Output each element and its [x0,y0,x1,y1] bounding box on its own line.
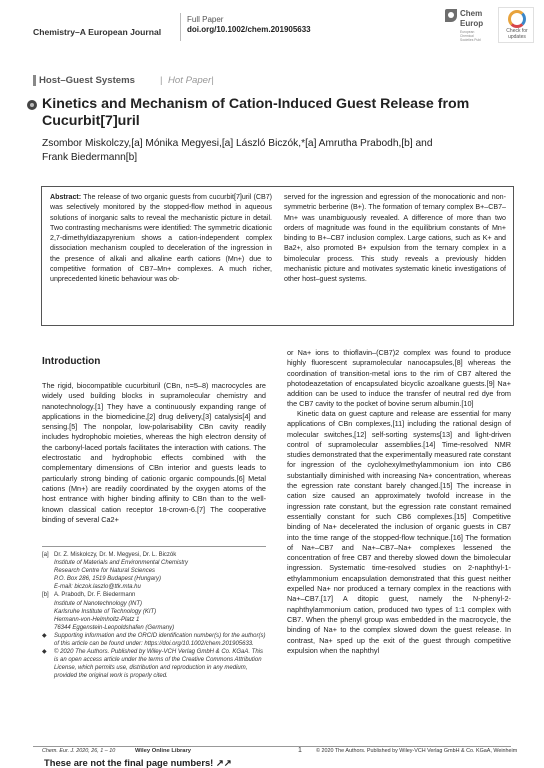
header-divider [180,13,181,41]
affiliation-divider [42,546,266,547]
affiliation-b-names: A. Prabodh, Dr. F. Biedermann [54,592,136,599]
license-note: © 2020 The Authors. Published by Wiley-VCH Verlag GmbH & Co. KGaA. This is an open access article under the terms of the Creative Commons Attribution License, which permits use, distribution and reproduction in any medium, provided the original work is properly cited. [54,649,264,680]
abstract-column-2: served for the ingression and egression of the monocationic and non-symmetric berberine (B+). The formation of ternary complex B+–CB7–Mn+ was unambiguously revealed. A difference of more than two orders of magnitude was found in the equilibrium constants of Mn+ binding to B+–CB7 inclusion complex. Large cations, such as K+ and Ba2+, also promoted B+ expulsion from the ternary complex in a bimolecular process. This study reveals a previously hidden mechanistic picture and motivates systematic kinetic investigations of other host–guest systems. [284,193,506,284]
logo-sub3: Societies Publ [460,38,481,42]
abstract-label: Abstract: [50,193,82,201]
intro-right-paragraph-1: or Na+ ions to thioflavin–(CB7)2 complex was found to produce highly fluorescent supramolecular nanocapsules,[8] whereas the coordination of transition-metal ions to the rim of CB7 altered the photodeazetation of encapsulated bicyclic azoalkane guests.[9] Na+ addition can be used to induce the transfer of neutral red dye from the CB7 cavity to the pocket of bovine serum albumin.[10] [287,348,511,409]
citation-reference: Chem. Eur. J. 2020, 26, 1 – 10 [42,748,116,754]
supporting-info-link[interactable]: Supporting information and the ORCID identification number(s) for the author(s) of this article can be found under: https://doi.org/10.1002/chem.201905633. [54,632,266,648]
intro-left-column: The rigid, biocompatible cucurbituril (CBn, n=5–8) macrocycles are widely used building blocks in supramolecular chemistry and nanotechnology.[1] They have a continuously expanding range of applications in the biomedicine,[2] drug delivery,[3] catalysis[4] and sensing.[5] The nonpolar, low-polarisability CBn cavity readily includes hydrophobic moieties, whereas the high electron density of the carbonyl-laced portals facilitates the interaction with cations. The electrostatic and hydrophobic effects combined with the complementary dimensions of CBn interior and guests leads to particularly strong binding of cationic organic compounds.[6] Metal cations (Mn+) are readily coordinated by the oxygen atoms of the host entrance with higher binding affinity to CBn than to the well-known classical cation receptor 18-crown-6.[7] The cooperative binding of several Ca2+ [42,381,266,524]
authors-line-2: Frank Biedermann[b] [42,152,138,163]
open-access-icon: ◆ [42,649,47,656]
article-title: Kinetics and Mechanism of Cation-Induced Guest Release from Cucurbit[7]uril [42,96,470,129]
topic-separator: | [160,75,163,86]
check-for-updates-label: Check for updates [506,28,528,40]
hot-paper-label: Hot Paper| [168,75,214,86]
wiley-online-library-link[interactable]: Wiley Online Library [135,748,191,754]
intro-right-paragraph-2: Kinetic data on guest capture and release are essential for many applications of CBn complexes,[11] including the rational design of molecular switches,[12] self-sorting systems[13] and light-driven control of supramolecular assemblies.[14] Time-resolved NMR studies demonstrated that the experimentally measured rate constant for ingression of the cyclohexylmethylammonium ion into CB6 substantially diminished with increasing Na+ concentration, whereas the egression rate constant barely changed.[15] The increase in cation size caused an approximately twofold increase in the ingression rate constant, but the egression rate constant remained essentially constant for such CB6 complexes.[15] Competitive binding of Na+ decelerated the inclusion of organic guests in CB7 into the time range of the stopped-flow technique.[16] The formation of Na+–CB7 and Na+–CB7–Na+ complexes lessened the concentration of free CB7 and thereby slowed down the bimolecular ingression. Systematic time-resolved studies on 2-naphthyl-1-ethylammonium encapsulation demonstrated that this guest neither expelled Na+ nor produced a ternary complex in the reactions with Na+–CB7.[17] A ditopic guest, namely the N-phenyl-2-naphthylammonium cation, produced two types of 1:1 complex with CB7. When the phenyl group was embedded in the macrocycle, the binding of Na+ to the complex slowed down the guest release. In contrast, Na+ sped up the exit of the guest through competitive expulsion when the naphthyl [287,409,511,655]
affiliations: [a] Dr. Z. Miskolczy, Dr. M. Megyesi, Dr. L. Biczók Institute of Materials and Environmental Chemistry Research Centre for Natural Sciences P.O. Box 286, 1519 Budapest (Hungary) E-mail: biczok.laszlo@ttk.mta.hu [b] A. Prabodh, Dr. F. Biedermann Institute of Nanotechnology (INT) Karlsruhe Institute of Technology (KIT) Hermann-von-Helmholtz-Platz 1 76344 Eggenstein-Leopoldshafen (Germany) ◆ Supporting information and the ORCID identification number(s) for the author(s) of this article can be found under: https://doi.org/10.1002/chem.201905633. ◆ © 2020 The Authors. Published by Wiley-VCH Verlag GmbH & Co. KGaA. This is an open access article under the terms of the Creative Commons Attribution License, which permits use, distribution and reproduction in any medium, provided the original work is properly cited. [42,552,266,680]
section-heading: Introduction [42,356,101,367]
authors-line-1: Zsombor Miskolczy,[a] Mónika Megyesi,[a] László Biczók,*[a] Amrutha Prabodh,[b] and [42,138,433,149]
topic-bar [33,75,36,86]
logo-line2: Europ [460,19,484,28]
logo-line1: Chem [460,9,483,18]
topic-label: Host–Guest Systems [39,75,135,86]
doi-link[interactable]: doi.org/10.1002/chem.201905633 [187,25,311,34]
final-page-note: These are not the final page numbers! ↗↗ [44,757,232,768]
logo-sub1: European [460,30,475,34]
abstract-column-1 [50,192,272,285]
check-for-updates-button[interactable] [498,7,534,43]
author-email-link[interactable]: E-mail: biczok.laszlo@ttk.mta.hu [54,584,141,591]
page-number: 1 [298,747,302,754]
paper-type: Full Paper [187,15,224,24]
supporting-info-icon: ◆ [42,632,47,639]
crossmark-icon [508,10,526,28]
footer-copyright: © 2020 The Authors. Published by Wiley-VCH Verlag GmbH & Co. KGaA, Weinheim [316,748,518,754]
abstract-text-1: The release of two organic guests from cucurbit[7]uril (CB7) was selectively monitored by the stopped-flow method in aqueous solutions of inorganic salts to reveal the mechanistic picture in detail. Two contrasting mechanisms were identified: The symmetric dicationic 2,7-dimethyldiazapyrenium shows a cation-independent complex dissociation mechanism coupled to deceleration of the ingression in the presence of alkali and alkaline earth cations (Mn+) due to competitive formation of CB7–Mn+ complexes. A much richer, unprecedented kinetic behaviour was ob- [50,193,273,284]
logo-sub2: Chemical [460,34,474,38]
affiliation-a-names: Dr. Z. Miskolczy, Dr. M. Megyesi, Dr. L. Biczók [54,552,177,558]
journal-name: Chemistry–A European Journal [33,27,162,37]
publisher-logo [445,8,497,46]
footer-divider [33,746,511,747]
author-list [42,137,512,165]
